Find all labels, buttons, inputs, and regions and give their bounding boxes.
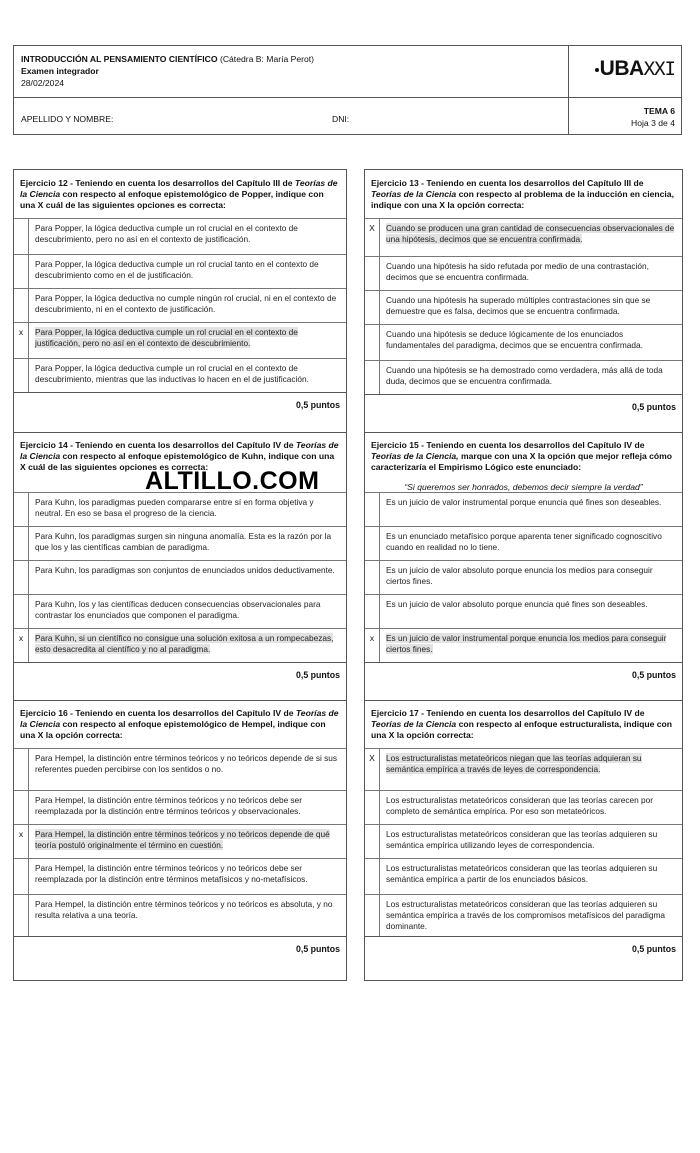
answer-mark-box[interactable] (14, 219, 29, 254)
uba-logo (569, 46, 681, 98)
option-text: Los estructuralistas metateóricos consideran que las teorías adquieren su semántica empírica utilizando leyes de correspondencia. (386, 829, 658, 850)
option-row[interactable] (14, 218, 346, 254)
option-text: Para Popper, la lógica deductiva cumple un rol crucial en el contexto de descubrimiento, pero no así en el contexto de justificación. (35, 223, 298, 244)
student-fields (14, 98, 569, 135)
option-row[interactable] (365, 790, 682, 824)
option-row[interactable] (14, 628, 346, 662)
option-text: Para Popper, la lógica deductiva cumple un rol crucial tanto en el contexto de descubrimiento como en el de justificación. (35, 259, 319, 280)
option-text: Para Hempel, la distinción entre términos teóricos y no teóricos debe ser reemplazada por la distinción entre términos metafísicos y no-metafísicos. (35, 863, 308, 884)
option-row[interactable] (14, 594, 346, 628)
points-label: 0,5 puntos (632, 402, 676, 412)
exercise-title-part-a: Ejercicio 14 - Teniendo en cuenta los desarrollos del Capítulo IV de (20, 440, 296, 450)
answer-mark-box[interactable]: x (365, 629, 380, 662)
logo-uba-text: UBA (599, 57, 644, 80)
option-row[interactable] (365, 360, 682, 394)
answer-mark-box[interactable]: x (14, 629, 29, 662)
course-name: INTRODUCCIÓN AL PENSAMIENTO CIENTÍFICO (21, 54, 218, 64)
option-row[interactable] (365, 218, 682, 256)
option-row[interactable] (14, 358, 346, 392)
option-row[interactable] (365, 526, 682, 560)
answer-mark-box[interactable] (365, 493, 380, 526)
exercise-title-part-a: Ejercicio 13 - Teniendo en cuenta los desarrollos del Capítulo III de (371, 178, 644, 188)
option-text: Es un enunciado metafísico porque aparenta tener significado cognoscitivo cuando en realidad no lo tiene. (386, 531, 662, 552)
exercise-separator (365, 700, 682, 701)
points-label: 0,5 puntos (296, 670, 340, 680)
answer-mark-box[interactable]: x (14, 323, 29, 358)
watermark: ALTILLO.COM (145, 467, 320, 495)
catedra: (Cátedra B: María Perot) (219, 54, 315, 64)
option-text: Cuando una hipótesis se deduce lógicamente de los enunciados fundamentales del paradigma, decimos que se encuentra confirmada. (386, 329, 643, 350)
answer-mark-box[interactable] (365, 825, 380, 858)
option-row[interactable] (365, 894, 682, 936)
exercise-title (20, 708, 340, 741)
option-text: Es un juicio de valor absoluto porque enuncia los medios para conseguir ciertos fines. (386, 565, 653, 586)
answer-mark-box[interactable] (14, 749, 29, 790)
exercise-title-part-c: con respecto al enfoque epistemológico de Popper, indique con una X cuál de las siguientes opciones es correcta: (20, 189, 324, 210)
points-separator (14, 392, 346, 393)
option-text: Para Kuhn, los paradigmas pueden compararse entre sí en forma objetiva y neutral. En eso se basa el progreso de la ciencia. (35, 497, 314, 518)
exercise-title-part-c: con respecto al enfoque epistemológico de Kuhn, indique con una X cuál de las siguientes opciones es correcta: (20, 451, 335, 472)
exam-body (13, 169, 683, 981)
option-text: Cuando se producen una gran cantidad de consecuencias observacionales de una hipótesis, decimos que se encuentra confirmada. (386, 223, 675, 244)
apellido-label: APELLIDO Y NOMBRE: (21, 114, 114, 124)
points-separator (365, 394, 682, 395)
exercise-title-part-c: con respecto al enfoque estructuralista, indique con una X la opción correcta: (371, 719, 673, 740)
option-text: Los estructuralistas metateóricos consideran que las teorías carecen por completo de semántica empírica. Por eso son metateóricos. (386, 795, 654, 816)
option-text: Para Hempel, la distinción entre términos teóricos y no teóricos es absoluta, y no resulta relativa a una teoría. (35, 899, 333, 920)
option-text: Para Hempel, la distinción entre términos teóricos y no teóricos debe ser reemplazada por la distinción entre términos teóricos y observacionales. (35, 795, 303, 816)
tema-box (569, 98, 681, 135)
exercise-separator (14, 700, 346, 701)
answer-mark-box[interactable] (365, 595, 380, 628)
option-text: Los estructuralistas metateóricos consideran que las teorías adquieren su semántica empírica a través de los compromisos metafísicos del paradigma dominante. (386, 899, 665, 931)
option-row[interactable] (14, 858, 346, 894)
option-row[interactable] (365, 594, 682, 628)
answer-mark-box[interactable] (14, 791, 29, 824)
exercise-separator (365, 432, 682, 433)
answer-mark-box[interactable]: x (14, 825, 29, 858)
dni-label: DNI: (332, 114, 350, 124)
answer-mark-box[interactable] (14, 859, 29, 894)
answer-mark-box[interactable]: X (365, 219, 380, 256)
exercise-title-part-a: Ejercicio 12 - Teniendo en cuenta los desarrollos del Capítulo III de (20, 178, 295, 188)
exercise-title (371, 440, 676, 473)
exercise-title-book: Teorías de la Ciencia (371, 719, 457, 729)
option-row[interactable] (365, 324, 682, 360)
option-text: Para Kuhn, si un científico no consigue una solución exitosa a un rompecabezas, esto desacredita al científico y no al paradigma. (35, 633, 334, 654)
option-text: Los estructuralistas metateóricos consideran que las teorías adquieren su semántica empírica a partir de los enunciados básicos. (386, 863, 658, 884)
exercise-title (20, 178, 340, 211)
option-text: Para Popper, la lógica deductiva cumple un rol crucial en el contexto de justificación, pero no así en el contexto de descubrimiento. (35, 327, 298, 348)
option-text: Los estructuralistas metateóricos niegan que las teorías adquieran su semántica empírica a través de leyes de correspondencia. (386, 753, 642, 774)
answer-mark-box[interactable] (14, 493, 29, 526)
tema-label: TEMA 6 (643, 106, 675, 116)
exercise-title-book: Teorías de la Ciencia (20, 178, 338, 199)
option-text: Cuando una hipótesis ha sido refutada por medio de una contrastación, decimos que se encuentra confirmada. (386, 261, 649, 282)
answer-mark-box[interactable] (365, 791, 380, 824)
answer-mark-box[interactable] (14, 527, 29, 560)
option-text: Para Kuhn, los paradigmas son conjuntos de enunciados unidos deductivamente. (35, 565, 335, 575)
answer-mark-box[interactable] (365, 527, 380, 560)
option-row[interactable] (14, 288, 346, 322)
right-column (364, 169, 683, 981)
option-text: Para Popper, la lógica deductiva cumple un rol crucial en el contexto de descubrimiento, mientras que las inductivas lo hacen en el de justificación. (35, 363, 309, 384)
exercise-title-part-a: Ejercicio 15 - Teniendo en cuenta los desarrollos del Capítulo IV de (371, 440, 645, 450)
option-text: Cuando una hipótesis ha superado múltiples contrastaciones sin que se demuestre que es falsa, decimos que se encuentra confirmada. (386, 295, 651, 316)
option-row[interactable] (14, 526, 346, 560)
exam-date: 28/02/2024 (21, 78, 65, 88)
option-row[interactable] (365, 628, 682, 662)
option-text: Es un juicio de valor instrumental porque enuncia qué fines son deseables. (386, 497, 662, 507)
exercise-title-book: Teorías de la Ciencia, (371, 451, 459, 461)
option-row[interactable] (365, 290, 682, 324)
option-row[interactable] (14, 322, 346, 358)
option-row[interactable] (365, 824, 682, 858)
answer-mark-box[interactable] (14, 289, 29, 322)
exercise-title-part-c: marque con una X la opción que mejor refleja cómo caracterizaría el Empirismo Lógico este enunciado: (371, 451, 673, 472)
hoja-label: Hoja 3 de 4 (631, 118, 675, 128)
exercise-title-part-a: Ejercicio 17 - Teniendo en cuenta los desarrollos del Capítulo IV de (371, 708, 645, 718)
option-text: Es un juicio de valor instrumental porque enuncia los medios para conseguir ciertos fines. (386, 633, 667, 654)
points-label: 0,5 puntos (632, 944, 676, 954)
logo-xxi-text: XXI (643, 58, 675, 80)
option-text: Para Kuhn, los y las científicas deducen consecuencias observacionales para contrastar los enunciados que componen el paradigma. (35, 599, 321, 620)
option-row[interactable] (365, 256, 682, 290)
answer-mark-box[interactable] (365, 895, 380, 936)
exercise-title (371, 708, 676, 741)
exercise-title-part-a: Ejercicio 16 - Teniendo en cuenta los desarrollos del Capítulo IV de (20, 708, 296, 718)
answer-mark-box[interactable] (365, 561, 380, 594)
points-label: 0,5 puntos (296, 944, 340, 954)
option-row[interactable] (14, 790, 346, 824)
option-row[interactable] (14, 492, 346, 526)
points-separator (365, 936, 682, 937)
option-text: Es un juicio de valor absoluto porque enuncia qué fines son deseables. (386, 599, 648, 609)
exam-header (13, 45, 682, 135)
answer-mark-box[interactable] (14, 255, 29, 288)
answer-mark-box[interactable] (365, 361, 380, 394)
points-label: 0,5 puntos (296, 400, 340, 410)
option-text: Cuando una hipótesis se ha demostrado como verdadera, más allá de toda duda, decimos que se encuentra confirmada. (386, 365, 663, 386)
exercise-title-part-c: con respecto al enfoque epistemológico de Hempel, indique con una X la opción correcta: (20, 719, 326, 740)
answer-mark-box[interactable] (365, 325, 380, 360)
option-text: Para Hempel, la distinción entre términos teóricos y no teóricos depende de qué teoría postuló originalmente el término en cuestión. (35, 829, 330, 850)
option-row[interactable] (14, 824, 346, 858)
answer-mark-box[interactable] (365, 859, 380, 894)
option-text: Para Popper, la lógica deductiva no cumple ningún rol crucial, ni en el contexto de descubrimiento, ni en el contexto de justificación. (35, 293, 337, 314)
answer-mark-box[interactable] (365, 257, 380, 290)
points-separator (365, 662, 682, 663)
answer-mark-box[interactable] (14, 359, 29, 392)
option-text: Para Kuhn, los paradigmas surgen sin ninguna anomalía. Esta es la razón por la que los y las científicas cambian de paradigma. (35, 531, 332, 552)
option-text: Para Hempel, la distinción entre términos teóricos y no teóricos depende de si sus referentes pueden percibirse con los sentidos o no. (35, 753, 338, 774)
option-row[interactable] (365, 858, 682, 894)
option-row[interactable] (14, 894, 346, 936)
points-separator (14, 662, 346, 663)
points-separator (14, 936, 346, 937)
exercise-title-book: Teorías de la Ciencia (20, 440, 339, 461)
option-row[interactable] (365, 492, 682, 526)
exercise-title (371, 178, 676, 211)
logo-dot (595, 68, 599, 72)
answer-mark-box[interactable] (14, 595, 29, 628)
left-column (13, 169, 347, 981)
exercise-title-book: Teorías de la Ciencia (371, 189, 457, 199)
option-row[interactable] (14, 560, 346, 594)
answer-mark-box[interactable] (14, 561, 29, 594)
exam-type: Examen integrador (21, 66, 99, 76)
answer-mark-box[interactable] (365, 291, 380, 324)
option-row[interactable] (365, 748, 682, 790)
exercise-quote: “Si queremos ser honrados, debemos decir siempre la verdad” (404, 482, 643, 492)
option-row[interactable] (14, 748, 346, 790)
course-info (14, 46, 569, 98)
exercise-separator (14, 432, 346, 433)
option-row[interactable] (14, 254, 346, 288)
answer-mark-box[interactable] (14, 895, 29, 936)
answer-mark-box[interactable]: X (365, 749, 380, 790)
option-row[interactable] (365, 560, 682, 594)
points-label: 0,5 puntos (632, 670, 676, 680)
exercise-title-book: Teorías de la Ciencia (20, 708, 339, 729)
exercise-title-part-c: con respecto al problema de la inducción en ciencia, indique con una X la opción correcta: (371, 189, 674, 210)
